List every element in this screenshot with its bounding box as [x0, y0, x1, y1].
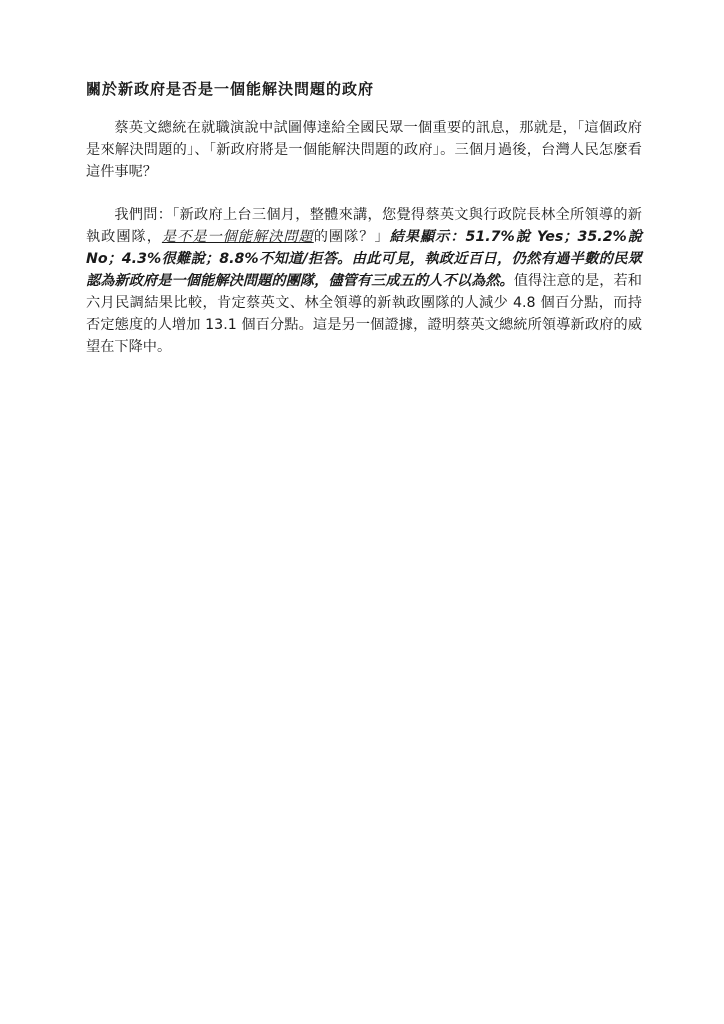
document-title: 關於新政府是否是一個能解決問題的政府	[86, 80, 375, 98]
survey-paragraph	[86, 204, 642, 358]
survey-result-emphasis: 結果顯示：51.7%說 Yes；35.2%說 No；4.3%很難說；8.8%不知道/拒答。由此可見，執政近百日，仍然有過半數的民眾認為新政府是一個能解決問題的團隊，儘管有三成五的人不以為然。	[86, 229, 642, 289]
survey-remainder: 值得注意的是，若和六月民調結果比較，肯定蔡英文、林全領導的新執政團隊的人減少 4.8 個百分點，而持否定態度的人增加 13.1 個百分點。這是另一個證據，證明蔡英文總統所領導新政府的威望在下降中。	[86, 273, 642, 355]
survey-question-tail: 的團隊？」	[313, 229, 390, 245]
intro-paragraph: 蔡英文總統在就職演說中試圖傳達給全國民眾一個重要的訊息，那就是，「這個政府是來解決問題的」、「新政府將是一個能解決問題的政府」。三個月過後，台灣人民怎麼看這件事呢？	[86, 120, 642, 180]
survey-question-underlined: 是不是一個能解決問題	[161, 229, 314, 245]
document-page	[86, 78, 642, 358]
survey-question-lead: 我們問：「新政府上台三個月，整體來講，您覺得蔡英文與行政院長林全所領導的新執政團隊，	[86, 207, 642, 245]
